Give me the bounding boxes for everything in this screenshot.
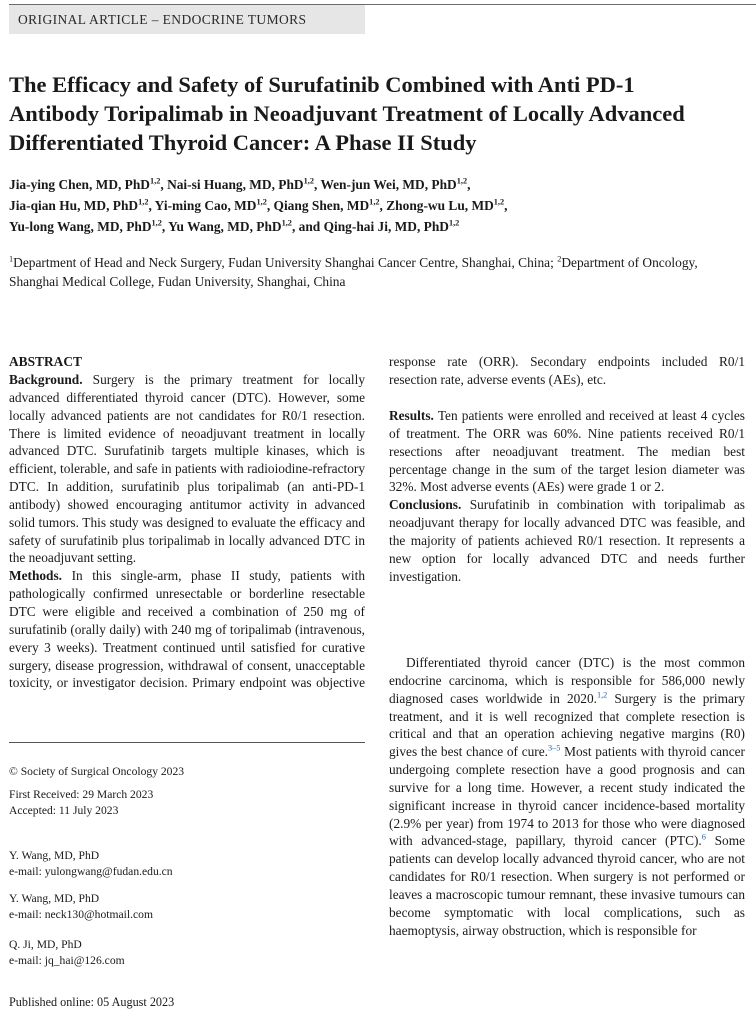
author: Jia-qian Hu, MD, PhD$^{1,2}$, [9, 197, 155, 213]
footnote-rule [9, 742, 365, 743]
introduction-text [389, 654, 745, 940]
citation-link[interactable]: 6 [701, 833, 706, 842]
author: Qing-hai Ji, MD, PhD$^{1,2}$ [323, 218, 460, 234]
author: Yi-ming Cao, MD$^{1,2}$, [154, 197, 274, 213]
author: Nai-si Huang, MD, PhD$^{1,2}$, [167, 176, 321, 192]
author: Qiang Shen, MD$^{1,2}$, [273, 197, 387, 213]
contact-name: Y. Wang, MD, PhD [9, 892, 100, 905]
abstract-left-column [9, 353, 365, 692]
abstract-heading: ABSTRACT [9, 354, 82, 369]
author-list [9, 174, 729, 237]
author: Jia-ying Chen, MD, PhD$^{1,2}$, [9, 176, 168, 192]
contact-email[interactable]: e-mail: neck130@hotmail.com [9, 908, 153, 921]
copyright-notice: © Society of Surgical Oncology 2023 [9, 765, 185, 778]
accepted-date: Accepted: 11 July 2023 [9, 804, 119, 817]
author: Yu Wang, MD, PhD$^{1,2}$, and [168, 218, 324, 234]
article-title: The Efficacy and Safety of Surufatinib Combined with Anti PD-1 Antibody Toripalimab in Neoadjuvant Treatment of Locally Advanced Differentiated Thyroid Cancer: A Phase II Study [9, 72, 685, 155]
author: Wen-jun Wei, MD, PhD$^{1,2}$, [320, 176, 471, 192]
affiliations: $^1$Department of Head and Neck Surgery, Fudan University Shanghai Cancer Centre, Shanghai, China; $^2$Department of Oncology, Shanghai Medical College, Fudan University, Shanghai, China [9, 254, 698, 289]
contact-email[interactable]: e-mail: yulongwang@fudan.edu.cn [9, 865, 173, 878]
contact-name: Y. Wang, MD, PhD [9, 849, 100, 862]
body-paragraph: Differentiated thyroid cancer (DTC) is the most common endocrine carcinoma, which is responsible for 586,000 newly diagnosed cases worldwide in 2020.$^{1,2}$ Surgery is the primary treatment, and it is well recognized that complete resection is critical and that an operation achieving negative margins (R0) gives the best chance of cure.$^{3-5}$ Most patients with thyroid cancer undergoing complete resection have a good prognosis and can survive for a long time. However, a recent study indicated the significant increase in thyroid cancer incidence-based mortality (2.9% per year) from 1974 to 2013 for those who were diagnosed with advanced-stage, papillary, thyroid cancer (PTC).$^6$ Some patients can develop locally advanced thyroid cancer, who are not candidates for R0/1 resection. When surgery is not performed or leaves a macroscopic tumour remnant, these invasive tumours can become symptomatic with local complications, such as haemoptysis, airway obstruction, which is responsible for [389, 655, 746, 938]
abstract-methods-continued: response rate (ORR). Secondary endpoints included R0/1 resection rate, adverse events (AEs), etc. [389, 353, 745, 387]
published-online-date: Published online: 05 August 2023 [9, 995, 175, 1009]
abstract-conclusions: Conclusions. Surufatinib in combination with toripalimab as neoadjuvant therapy for locally advanced DTC was feasible, and the majority of patients achieved R0/1 resection. It represents a new option for locally advanced DTC and needs further investigation. [389, 497, 745, 584]
abstract-background: Background. Surgery is the primary treatment for locally advanced differentiated thyroid cancer (DTC). However, some locally advanced patients are not candidates for R0/1 resection. There is limited evidence of neoadjuvant treatment in locally advanced DTC. Surufatinib targets multiple kinases, which is efficient, tolerable, and safe in patients with radioiodine-refractory DTC. In addition, surufatinib plus toripalimab (an anti-PD-1 antibody) showed encouraging antitumor activity in advanced solid tumors. This study was designed to evaluate the efficacy and safety of surufatinib plus toripalimab in locally advanced DTC in the neoadjuvant setting. [9, 372, 365, 566]
contact-email[interactable]: e-mail: jq_hai@126.com [9, 954, 125, 967]
contact-name: Q. Ji, MD, PhD [9, 938, 82, 951]
article-section-banner: ORIGINAL ARTICLE – ENDOCRINE TUMORS [9, 5, 365, 34]
abstract-results: Results. Ten patients were enrolled and received at least 4 cycles of treatment. The ORR was 60%. Nine patients received R0/1 resections after neoadjuvant treatment. The median best percentage change in the sum of the target lesion diameter was 32%. Most adverse events (AEs) were grade 1 or 2. [389, 408, 745, 495]
author: Zhong-wu Lu, MD$^{1,2}$, [386, 197, 508, 213]
citation-link[interactable]: 3–5 [548, 743, 561, 753]
author: Yu-long Wang, MD, PhD$^{1,2}$, [9, 218, 169, 234]
abstract-right-column [389, 353, 745, 585]
abstract-methods: Methods. In this single-arm, phase II study, patients with pathologically confirmed unresectable or borderline resectable DTC were eligible and received a combination of 250 mg of surufatinib (orally daily) with 240 mg of toripalimab (intravenous, every 3 weeks). Treatment continued until satisfied for curative surgery, disease progression, withdrawal of consent, unacceptable toxicity, or investigator decision. Primary endpoint was objective [9, 568, 365, 691]
received-date: First Received: 29 March 2023 [9, 788, 154, 801]
citation-link[interactable]: 1,2 [596, 690, 608, 700]
